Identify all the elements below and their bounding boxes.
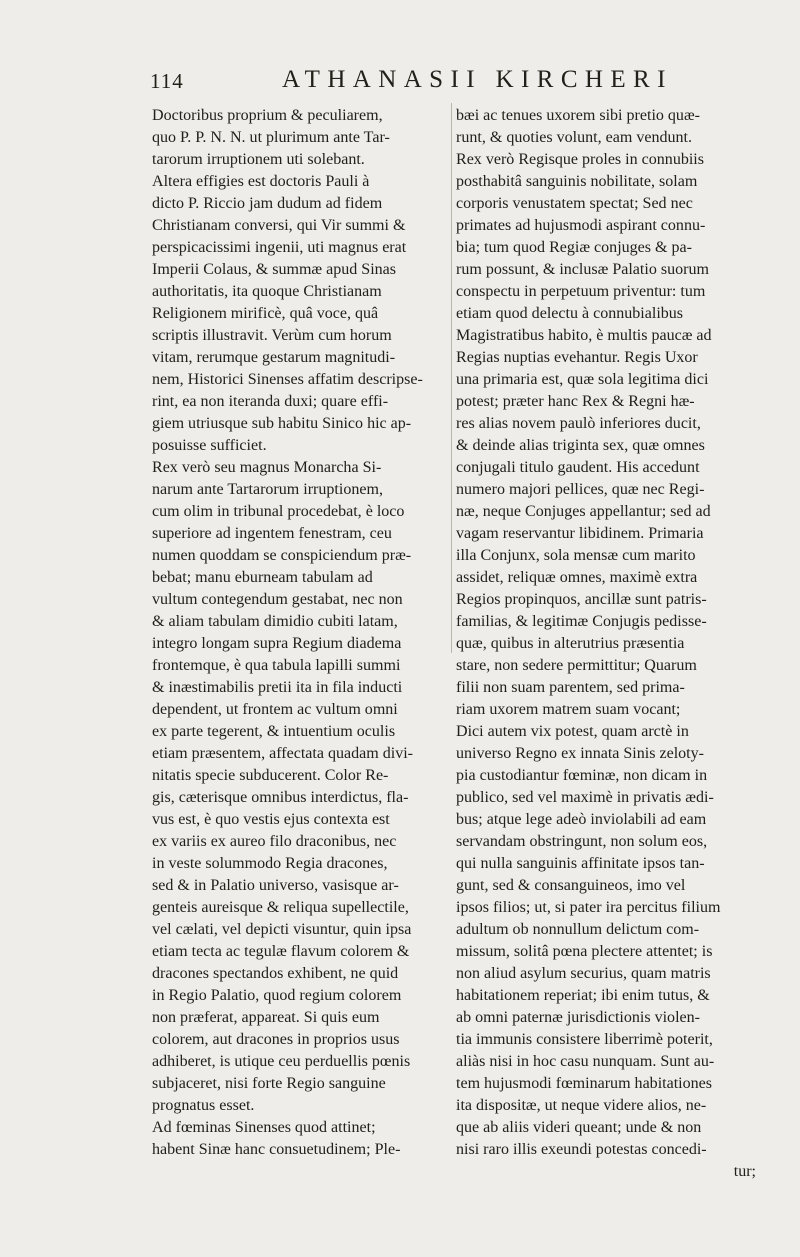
text-line: scriptis illustravit. Verùm cum horum [152,327,392,344]
text-line: ita dispositæ, ut neque videre alios, ne- [456,1097,707,1114]
text-line: vus est, è quo vestis ejus contexta est [152,811,390,828]
text-line: bebat; manu eburneam tabulam ad [152,569,373,586]
text-line: numen quoddam se conspiciendum præ- [152,547,412,564]
text-line: Rex verò Regisque proles in connubiis [456,151,704,168]
text-line: perspicacissimi ingenii, uti magnus erat [152,239,407,256]
text-line: bus; atque lege adeò inviolabili ad eam [456,811,707,828]
text-line: tem hujusmodi fœminarum habitationes [456,1075,713,1092]
text-line: pia custodiantur fœminæ, non dicam in [456,767,708,784]
text-line: vagam reservantur libidinem. Primaria [456,525,704,542]
text-line: narum ante Tartarorum irruptionem, [152,481,383,498]
text-line: res alias novem paulò inferiores ducit, [456,415,701,432]
text-line: vultum contegendum gestabat, nec non [152,591,403,608]
text-line: posthabitâ sanguinis nobilitate, solam [456,173,698,190]
text-line: etiam tecta ac tegulæ flavum colorem & [152,943,410,960]
text-line: familias, & legitimæ Conjugis pedisse- [456,613,707,630]
text-line: cum olim in tribunal procedebat, è loco [152,503,405,520]
text-line: assidet, reliquæ omnes, maximè extra [456,569,698,586]
text-line: etiam præsentem, affectata quadam divi- [152,745,414,762]
text-line: habent Sinæ hanc consuetudinem; Ple- [152,1141,401,1158]
column-divider [451,103,452,653]
text-line: potest; præter hanc Rex & Regni hæ- [456,393,695,410]
text-line: giem utriusque sub habitu Sinico hic ap- [152,415,412,432]
text-line: prognatus esset. [152,1097,255,1114]
text-line: corporis venustatem spectat; Sed nec [456,195,693,212]
text-line: etiam quod delectu à connubialibus [456,305,684,322]
left-column [152,105,448,1161]
text-line: integro longam supra Regium diadema [152,635,402,652]
text-line: Regias nuptias evehantur. Regis Uxor [456,349,698,366]
text-line: bæi ac tenues uxorem sibi pretio quæ- [456,107,700,124]
text-line: adultum ob nonnullum delictum com- [456,921,700,938]
text-line: aliàs nisi in hoc casu nunquam. Sunt au- [456,1053,715,1070]
text-line: colorem, aut dracones in proprios usus [152,1031,400,1048]
text-line: gunt, sed & consanguineos, imo vel [456,877,686,894]
text-line: una primaria est, quæ sola legitima dici [456,371,709,388]
text-line: primates ad hujusmodi aspirant connu- [456,217,706,234]
text-line: vel cælati, vel depicti visuntur, quin ipsa [152,921,412,938]
text-line: habitationem reperiat; ibi enim tutus, & [456,987,710,1004]
text-line: genteis aureisque & reliqua supellectile, [152,899,409,916]
text-line: tur; [733,1163,756,1180]
right-column [456,105,756,1183]
text-line: universo Regno ex innata Sinis zeloty- [456,745,704,762]
text-line: servandam obstringunt, non solum eos, [456,833,708,850]
page-number: 114 [150,69,184,93]
text-line: & inæstimabilis pretii ita in fila inducti [152,679,403,696]
text-line: gis, cæterisque omnibus interdictus, fla- [152,789,409,806]
text-line: qui nulla sanguinis affinitate ipsos tan- [456,855,705,872]
text-line: quo P. P. N. N. ut plurimum ante Tar- [152,129,390,146]
text-line: posuisse sufficiet. [152,437,267,454]
text-line: filii non suam parentem, sed prima- [456,679,685,696]
text-line: illa Conjunx, sola mensæ cum marito [456,547,696,564]
text-line: & deinde alias triginta sex, quæ omnes [456,437,705,454]
running-title: ATHANASII KIRCHERI [282,66,673,93]
text-line: in Regio Palatio, quod regium colorem [152,987,402,1004]
text-line: non aliud asylum securius, quam matris [456,965,711,982]
text-line: authoritatis, ita quoque Christianam [152,283,382,300]
text-line: & aliam tabulam dimidio cubiti latam, [152,613,398,630]
text-line: tarorum irruptionem uti solebant. [152,151,365,168]
text-line: stare, non sedere permittitur; Quarum [456,657,697,674]
text-line: dependent, ut frontem ac vultum omni [152,701,398,718]
text-line: ab omni paternæ jurisdictionis violen- [456,1009,700,1026]
text-line: superiore ad ingentem fenestram, ceu [152,525,392,542]
text-line: sed & in Palatio universo, vasisque ar- [152,877,399,894]
text-line: Magistratibus habito, è multis paucæ ad [456,327,712,344]
text-line: vitam, rerumque gestarum magnitudi- [152,349,396,366]
text-line: Religionem mirificè, quâ voce, quâ [152,305,379,322]
text-line: Doctoribus proprium & peculiarem, [152,107,383,124]
text-line: riam uxorem matrem suam vocant; [456,701,681,718]
text-line: numero majori pellices, quæ nec Regi- [456,481,705,498]
text-line: næ, neque Conjuges appellantur; sed ad [456,503,711,520]
text-line: Rex verò seu magnus Monarcha Si- [152,459,382,476]
text-line: runt, & quoties volunt, eam vendunt. [456,129,692,146]
text-line: in veste solummodo Regia dracones, [152,855,388,872]
text-line: Altera effigies est doctoris Pauli à [152,173,370,190]
text-line: non præferat, appareat. Si quis eum [152,1009,380,1026]
text-line: Imperii Colaus, & summæ apud Sinas [152,261,397,278]
text-line: bia; tum quod Regiæ conjuges & pa- [456,239,692,256]
text-line: subjaceret, nisi forte Regio sanguine [152,1075,386,1092]
text-line: rint, ea non iteranda duxi; quare effi- [152,393,389,410]
text-line: publico, sed vel maximè in privatis ædi- [456,789,714,806]
text-line: Christianam conversi, qui Vir summi & [152,217,406,234]
text-line: conjugali titulo gaudent. His accedunt [456,459,700,476]
text-line: dracones spectandos exhibent, ne quid [152,965,399,982]
text-line: Ad fœminas Sinenses quod attinet; [152,1119,376,1136]
text-line: rum possunt, & inclusæ Palatio suorum [456,261,709,278]
text-line: frontemque, è qua tabula lapilli summi [152,657,401,674]
text-line: quæ, quibus in alterutrius præsentia [456,635,685,652]
text-line: conspectu in perpetuum priventur: tum [456,283,706,300]
text-line: adhiberet, is utique ceu perduellis pœnis [152,1053,411,1070]
text-line: ex parte tegerent, & intuentium oculis [152,723,396,740]
text-line: Dici autem vix potest, quam arctè in [456,723,689,740]
text-line: missum, solitâ pœna plectere attentet; is [456,943,713,960]
text-line: que ab aliis videri queant; unde & non [456,1119,702,1136]
text-line: nitatis specie subducerent. Color Re- [152,767,389,784]
text-line: Regios propinquos, ancillæ sunt patris- [456,591,707,608]
text-line: tia immunis consistere liberrimè poterit, [456,1031,713,1048]
text-line: nisi raro illis exeundi potestas concedi- [456,1141,707,1158]
running-head [150,66,750,96]
text-line: ipsos filios; ut, si pater ira percitus filium [456,899,721,916]
text-line: dicto P. Riccio jam dudum ad fidem [152,195,383,212]
text-line: nem, Historici Sinenses affatim descripse- [152,371,423,388]
text-line: ex variis ex aureo filo draconibus, nec [152,833,397,850]
